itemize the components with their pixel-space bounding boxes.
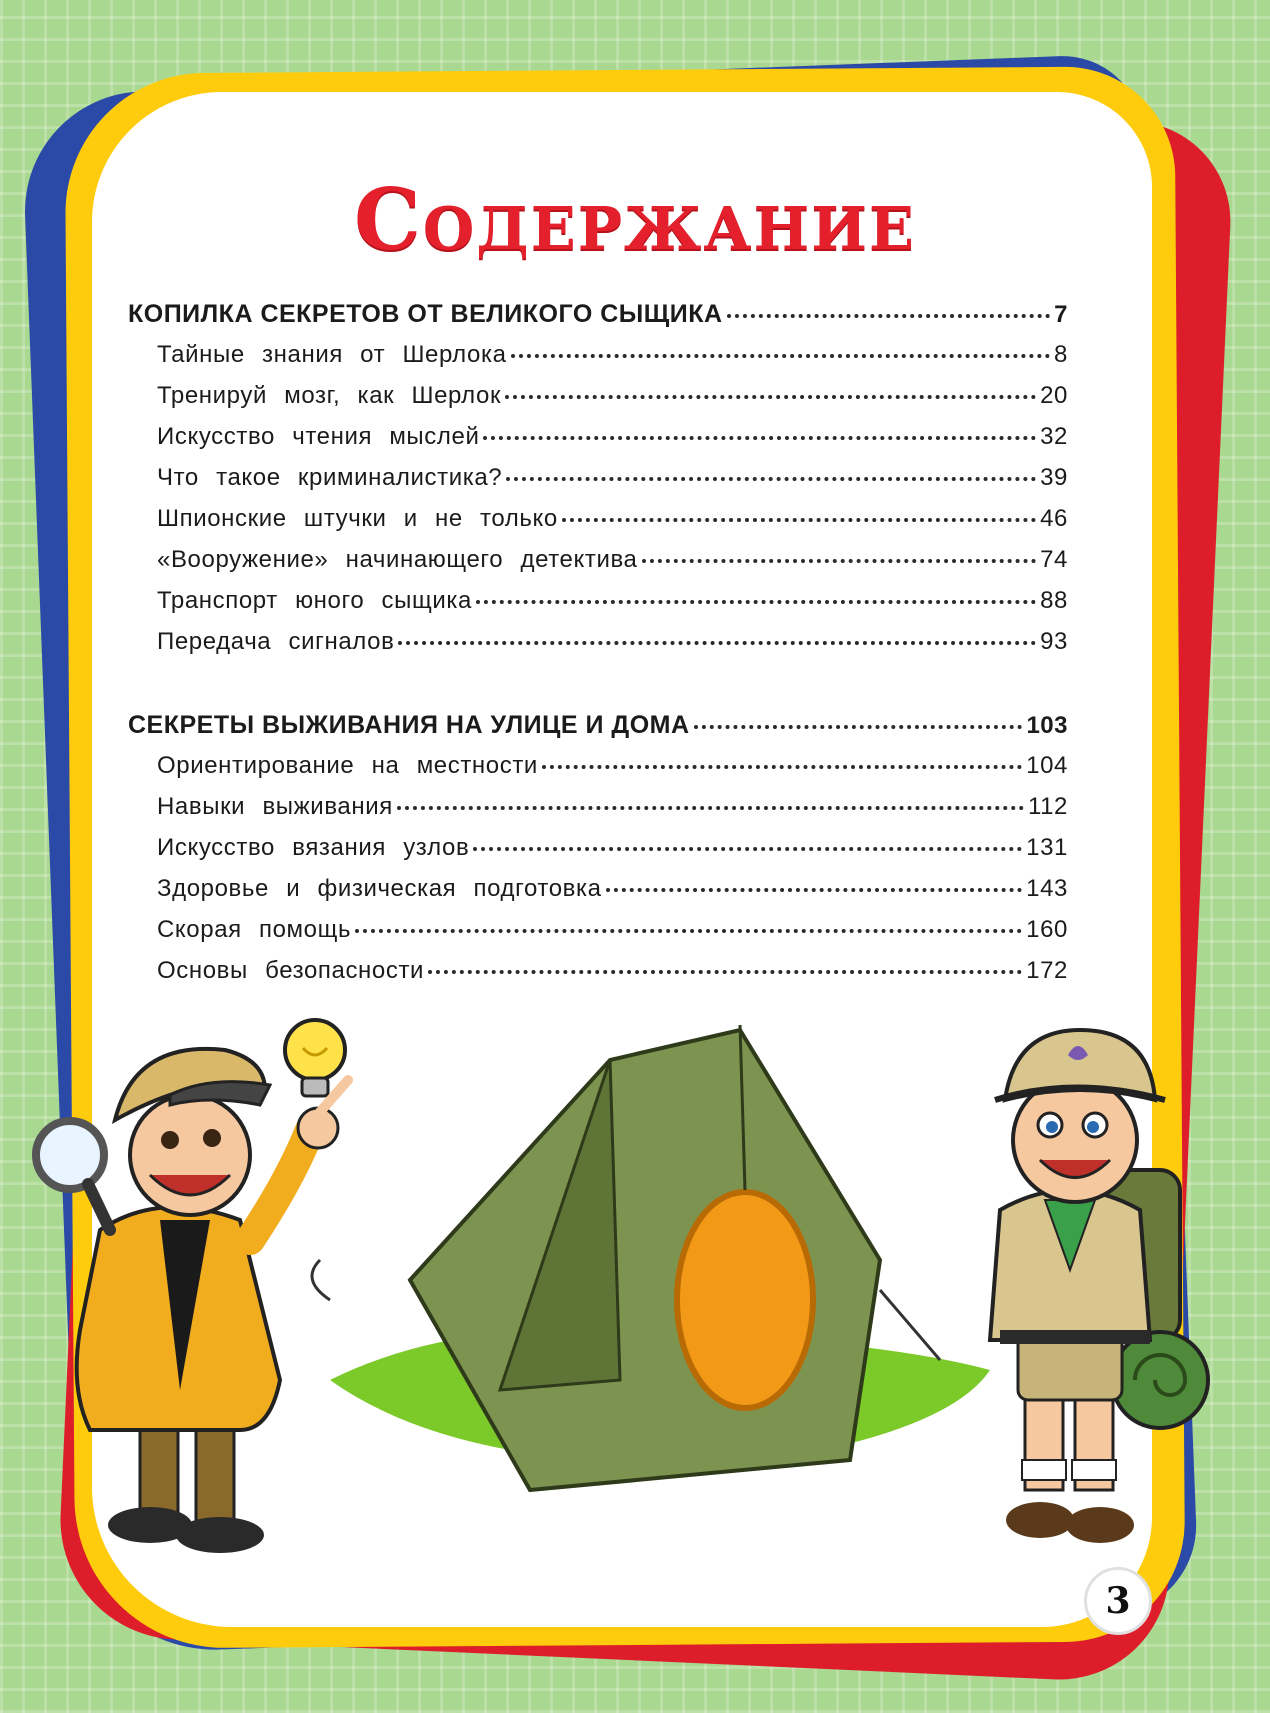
toc-item-label: Навыки выживания [157,793,393,820]
toc-section-title: СЕКРЕТЫ ВЫЖИВАНИЯ НА УЛИЦЕ И ДОМА [128,711,690,739]
page-number: 3 [1084,1567,1152,1635]
toc-page-number: 39 [1040,464,1068,491]
toc-page-number: 104 [1026,752,1068,779]
toc-item-label: Тренируй мозг, как Шерлок [157,382,502,409]
toc-item-label: Тайные знания от Шерлока [157,341,507,368]
toc-item-label: Скорая помощь [157,916,352,943]
toc-item-label: Искусство чтения мыслей [157,423,480,450]
toc-item-label: Ориентирование на местности [157,752,538,779]
toc-page-number: 172 [1026,957,1068,984]
toc-page-number: 8 [1054,341,1068,368]
detective-boy-illustration [36,1049,348,1553]
toc-page-number: 160 [1026,916,1068,943]
toc-page-number: 46 [1040,505,1068,532]
lightbulb-icon [285,1020,345,1096]
toc-item-label: Основы безопасности [157,957,425,984]
toc-item-label: «Вооружение» начинающего детектива [157,546,638,573]
toc-page-number: 7 [1054,301,1068,328]
toc-page-number: 93 [1040,628,1068,655]
toc-item-label: Здоровье и физическая подготовка [157,875,602,902]
toc-page-number: 88 [1040,587,1068,614]
toc-item-label: Что такое криминалистика? [157,464,503,491]
toc-item-label: Передача сигналов [157,628,395,655]
toc-section-title: КОПИЛКА СЕКРЕТОВ ОТ ВЕЛИКОГО СЫЩИКА [128,300,723,328]
toc-page-number: 74 [1040,546,1068,573]
toc-item-label: Транспорт юного сыщика [157,587,472,614]
toc-page-number: 20 [1040,382,1068,409]
page-title: Содержание [354,170,916,269]
toc-page-number: 32 [1040,423,1068,450]
toc-page-number: 112 [1027,793,1068,820]
scout-boy-illustration [990,1030,1208,1543]
tent-illustration [312,1025,990,1490]
toc-page-number: 131 [1026,834,1068,861]
toc-page-number: 143 [1026,875,1068,902]
toc-item-label: Шпионские штучки и не только [157,505,558,532]
toc-item-label: Искусство вязания узлов [157,834,470,861]
toc-page-number: 103 [1026,712,1068,739]
